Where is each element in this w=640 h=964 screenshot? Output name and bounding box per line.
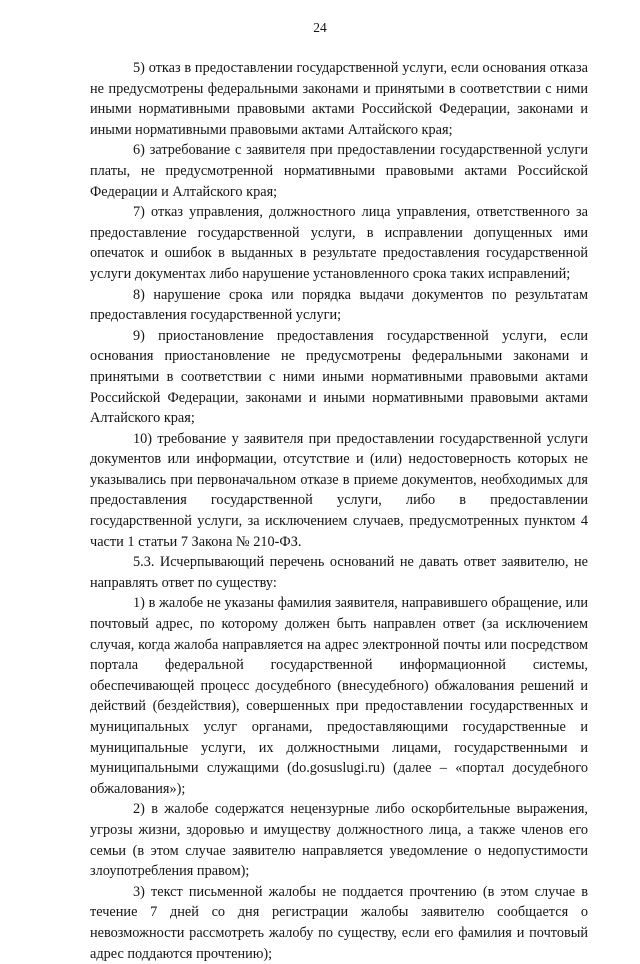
document-body xyxy=(90,58,588,964)
paragraph-item-7: 7) отказ управления, должностного лица управления, ответственного за предоставление государственной услуги, в исправлении допущенных ими опечаток и ошибок в выданных в результате предоставления государственной услуги документах либо нарушение установленного срока таких исправлений; xyxy=(90,204,588,282)
page-number: 24 xyxy=(313,20,327,35)
paragraph-item-6: 6) затребование с заявителя при предоставлении государственной услуги платы, не предусмотренной нормативными правовыми актами Российской Федерации и Алтайского края; xyxy=(90,142,588,200)
paragraph-subitem-3: 3) текст письменной жалобы не поддается прочтению (в этом случае в течение 7 дней со дня регистрации жалобы заявителю сообщается о невозможности рассмотреть жалобу по существу, если его фамилия и почтовый адрес поддаются прочтению); xyxy=(90,883,588,962)
paragraph-item-9: 9) приостановление предоставления государственной услуги, если основания приостановление не предусмотрены федеральными законами и принятыми в соответствии с ними иными нормативными правовыми актами Российской Федерации, законами и иными нормативными правовыми актами Алтайского края; xyxy=(90,327,588,427)
section-5-3-heading: 5.3. Исчерпывающий перечень оснований не давать ответ заявителю, не направлять ответ по существу: xyxy=(90,554,588,591)
paragraph-item-10: 10) требование у заявителя при предоставлении государственной услуги документов или информации, отсутствие и (или) недостоверность которых не указывались при первоначальном отказе в приеме документов, необходимых для предоставления государственной услуги, либо в предоставлении государственной услуги, за исключением случаев, предусмотренных пунктом 4 части 1 статьи 7 Закона № 210-ФЗ. xyxy=(90,430,588,550)
paragraph-item-8: 8) нарушение срока или порядка выдачи документов по результатам предоставления государственной услуги; xyxy=(90,286,588,324)
paragraph-item-5: 5) отказ в предоставлении государственной услуги, если основания отказа не предусмотрены федеральными законами и принятыми в соответствии с ними иными нормативными правовыми актами Российской Федерации, законами и иными нормативными правовыми актами Алтайского края; xyxy=(90,60,588,138)
paragraph-subitem-1: 1) в жалобе не указаны фамилия заявителя, направившего обращение, или почтовый адрес, по которому должен быть направлен ответ (за исключением случая, когда жалоба направляется на адрес электронной почты или посредством портала федеральной государственной информационной системы, обеспечивающей процесс досудебного (внесудебного) обжалования решений и действий (бездействия), совершенных при предоставлении государственных и муниципальных услуг органами, предоставляющими государственные и муниципальные услуги, их должностными лицами, государственными и муниципальными служащими (do.gosuslugi.ru) (далее – «портал досудебного обжалования»); xyxy=(90,595,588,797)
paragraph-subitem-2: 2) в жалобе содержатся нецензурные либо оскорбительные выражения, угрозы жизни, здоровью и имуществу должностного лица, а также членов его семьи (в этом случае заявителю направляется уведомление о недопустимости злоупотребления правом); xyxy=(90,801,588,880)
